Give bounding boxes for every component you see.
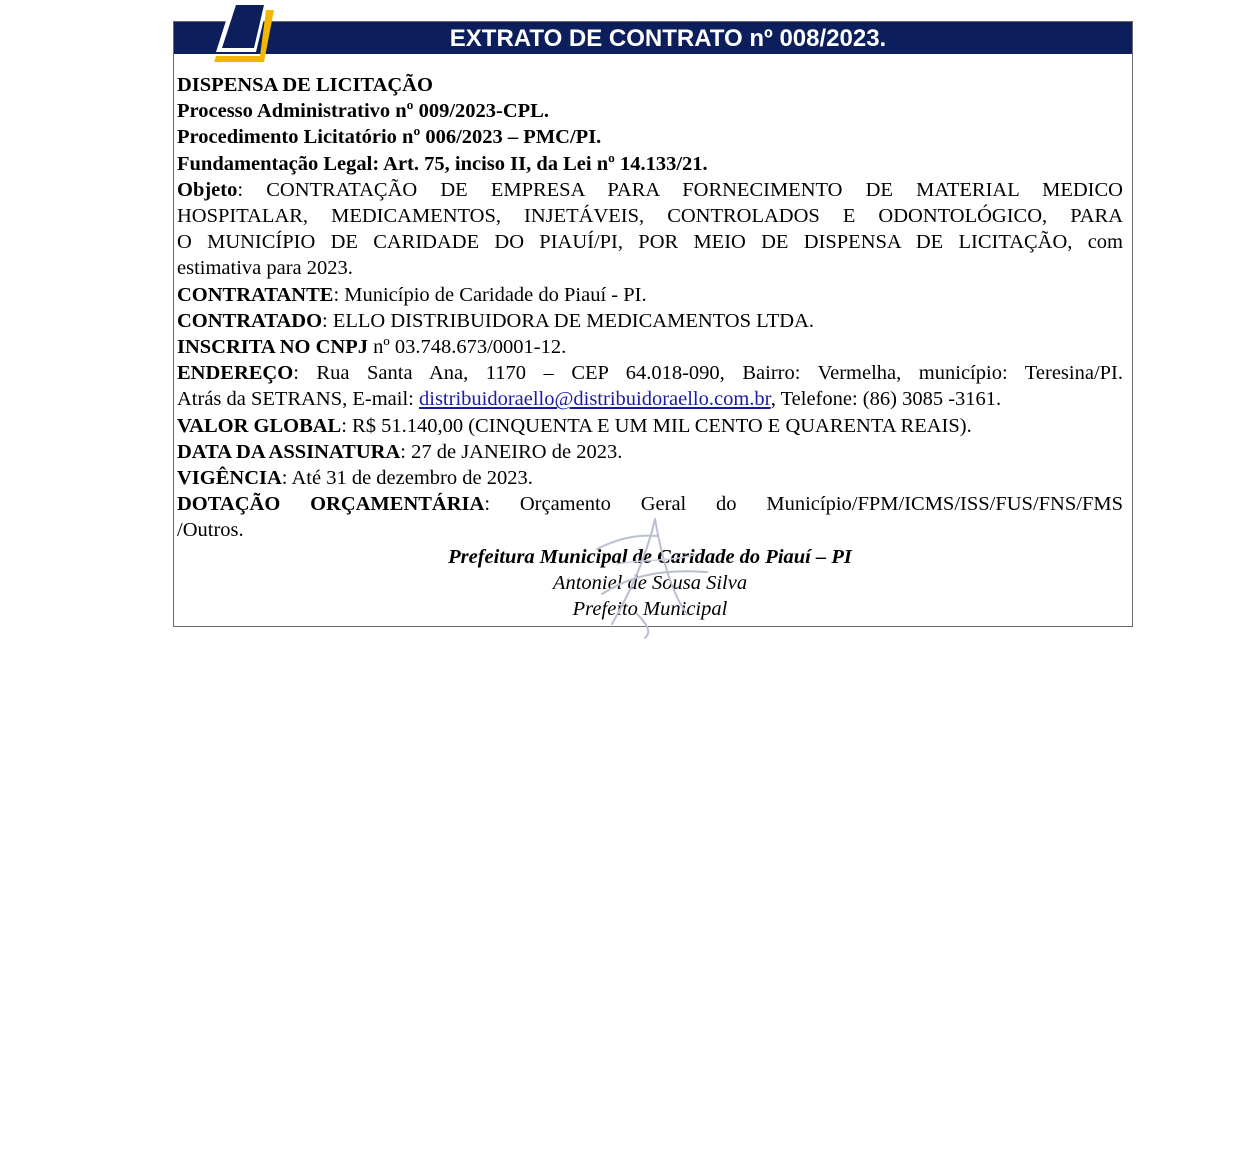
- dotacao-text-1: : Orçamento Geral do Município/FPM/ICMS/ISS/FUS/FNS/FMS: [484, 493, 1123, 516]
- signature-org: Prefeitura Municipal de Caridade do Piauí – PI: [448, 545, 852, 568]
- signature-role: Prefeito Municipal: [572, 598, 728, 621]
- signature-block: [177, 544, 1123, 623]
- contratante-value: : Município de Caridade do Piauí - PI.: [333, 283, 647, 306]
- endereco-line-2: [177, 386, 1123, 412]
- contratado-value: : ELLO DISTRIBUIDORA DE MEDICAMENTOS LTDA.: [322, 309, 815, 332]
- procedimento-line: Procedimento Licitatório nº 006/2023 – PMC/PI.: [177, 126, 602, 149]
- valor-line: [177, 413, 1123, 439]
- endereco-line-1: [177, 360, 1123, 386]
- dotacao-line-2: /Outros.: [177, 519, 244, 542]
- processo-line: Processo Administrativo nº 009/2023-CPL.: [177, 100, 549, 123]
- objeto-text-1: : CONTRATAÇÃO DE EMPRESA PARA FORNECIMENTO DE MATERIAL MEDICO: [237, 178, 1123, 201]
- dotacao-label: DOTAÇÃO ORÇAMENTÁRIA: [177, 493, 485, 516]
- header-bar: [174, 22, 1132, 54]
- endereco-text-1: : Rua Santa Ana, 1170 – CEP 64.018-090, Bairro: Vermelha, município: Teresina/PI.: [293, 362, 1123, 385]
- fundamentacao-line: Fundamentação Legal: Art. 75, inciso II, da Lei nº 14.133/21.: [177, 152, 708, 175]
- contratante-line: [177, 282, 1123, 308]
- vigencia-label: VIGÊNCIA: [177, 467, 282, 490]
- contratado-line: [177, 308, 1123, 334]
- email-link[interactable]: distribuidoraello@distribuidoraello.com.br: [419, 388, 771, 411]
- endereco-prefix: Atrás da SETRANS, E-mail:: [177, 388, 419, 411]
- data-assinatura-value: : 27 de JANEIRO de 2023.: [400, 440, 623, 463]
- valor-label: VALOR GLOBAL: [177, 414, 342, 437]
- logo-icon: [204, 2, 276, 68]
- valor-value: : R$ 51.140,00 (CINQUENTA E UM MIL CENTO E QUARENTA REAIS).: [341, 414, 972, 437]
- cnpj-value: nº 03.748.673/0001-12.: [367, 336, 567, 359]
- vigencia-value: : Até 31 de dezembro de 2023.: [281, 467, 533, 490]
- objeto-section: [177, 177, 1123, 282]
- contratante-label: CONTRATANTE: [177, 283, 334, 306]
- data-assinatura-label: DATA DA ASSINATURA: [177, 440, 401, 463]
- cnpj-label: INSCRITA NO CNPJ: [177, 336, 368, 359]
- telefone-text: , Telefone: (86) 3085 -3161.: [770, 388, 1002, 411]
- signature-name: Antoniel de Sousa Silva: [552, 571, 748, 594]
- contratado-label: CONTRATADO: [177, 309, 323, 332]
- objeto-line-4: estimativa para 2023.: [177, 257, 353, 280]
- cnpj-line: [177, 334, 1123, 360]
- vigencia-line: [177, 465, 1123, 491]
- objeto-label: Objeto: [177, 178, 238, 201]
- objeto-line-2: HOSPITALAR, MEDICAMENTOS, INJETÁVEIS, CONTROLADOS E ODONTOLÓGICO, PARA: [177, 205, 1123, 228]
- endereco-label: ENDEREÇO: [177, 362, 294, 385]
- dotacao-line-1: [177, 491, 1123, 517]
- data-assinatura-line: [177, 439, 1123, 465]
- dispensa-heading: DISPENSA DE LICITAÇÃO: [177, 74, 433, 96]
- objeto-line-1: [177, 177, 1123, 203]
- contract-extract-box: [173, 21, 1133, 627]
- contract-content: [177, 72, 1123, 622]
- document-title: EXTRATO DE CONTRATO nº 008/2023.: [449, 25, 887, 52]
- objeto-line-3: O MUNICÍPIO DE CARIDADE DO PIAUÍ/PI, POR MEIO DE DISPENSA DE LICITAÇÃO, com: [177, 231, 1123, 254]
